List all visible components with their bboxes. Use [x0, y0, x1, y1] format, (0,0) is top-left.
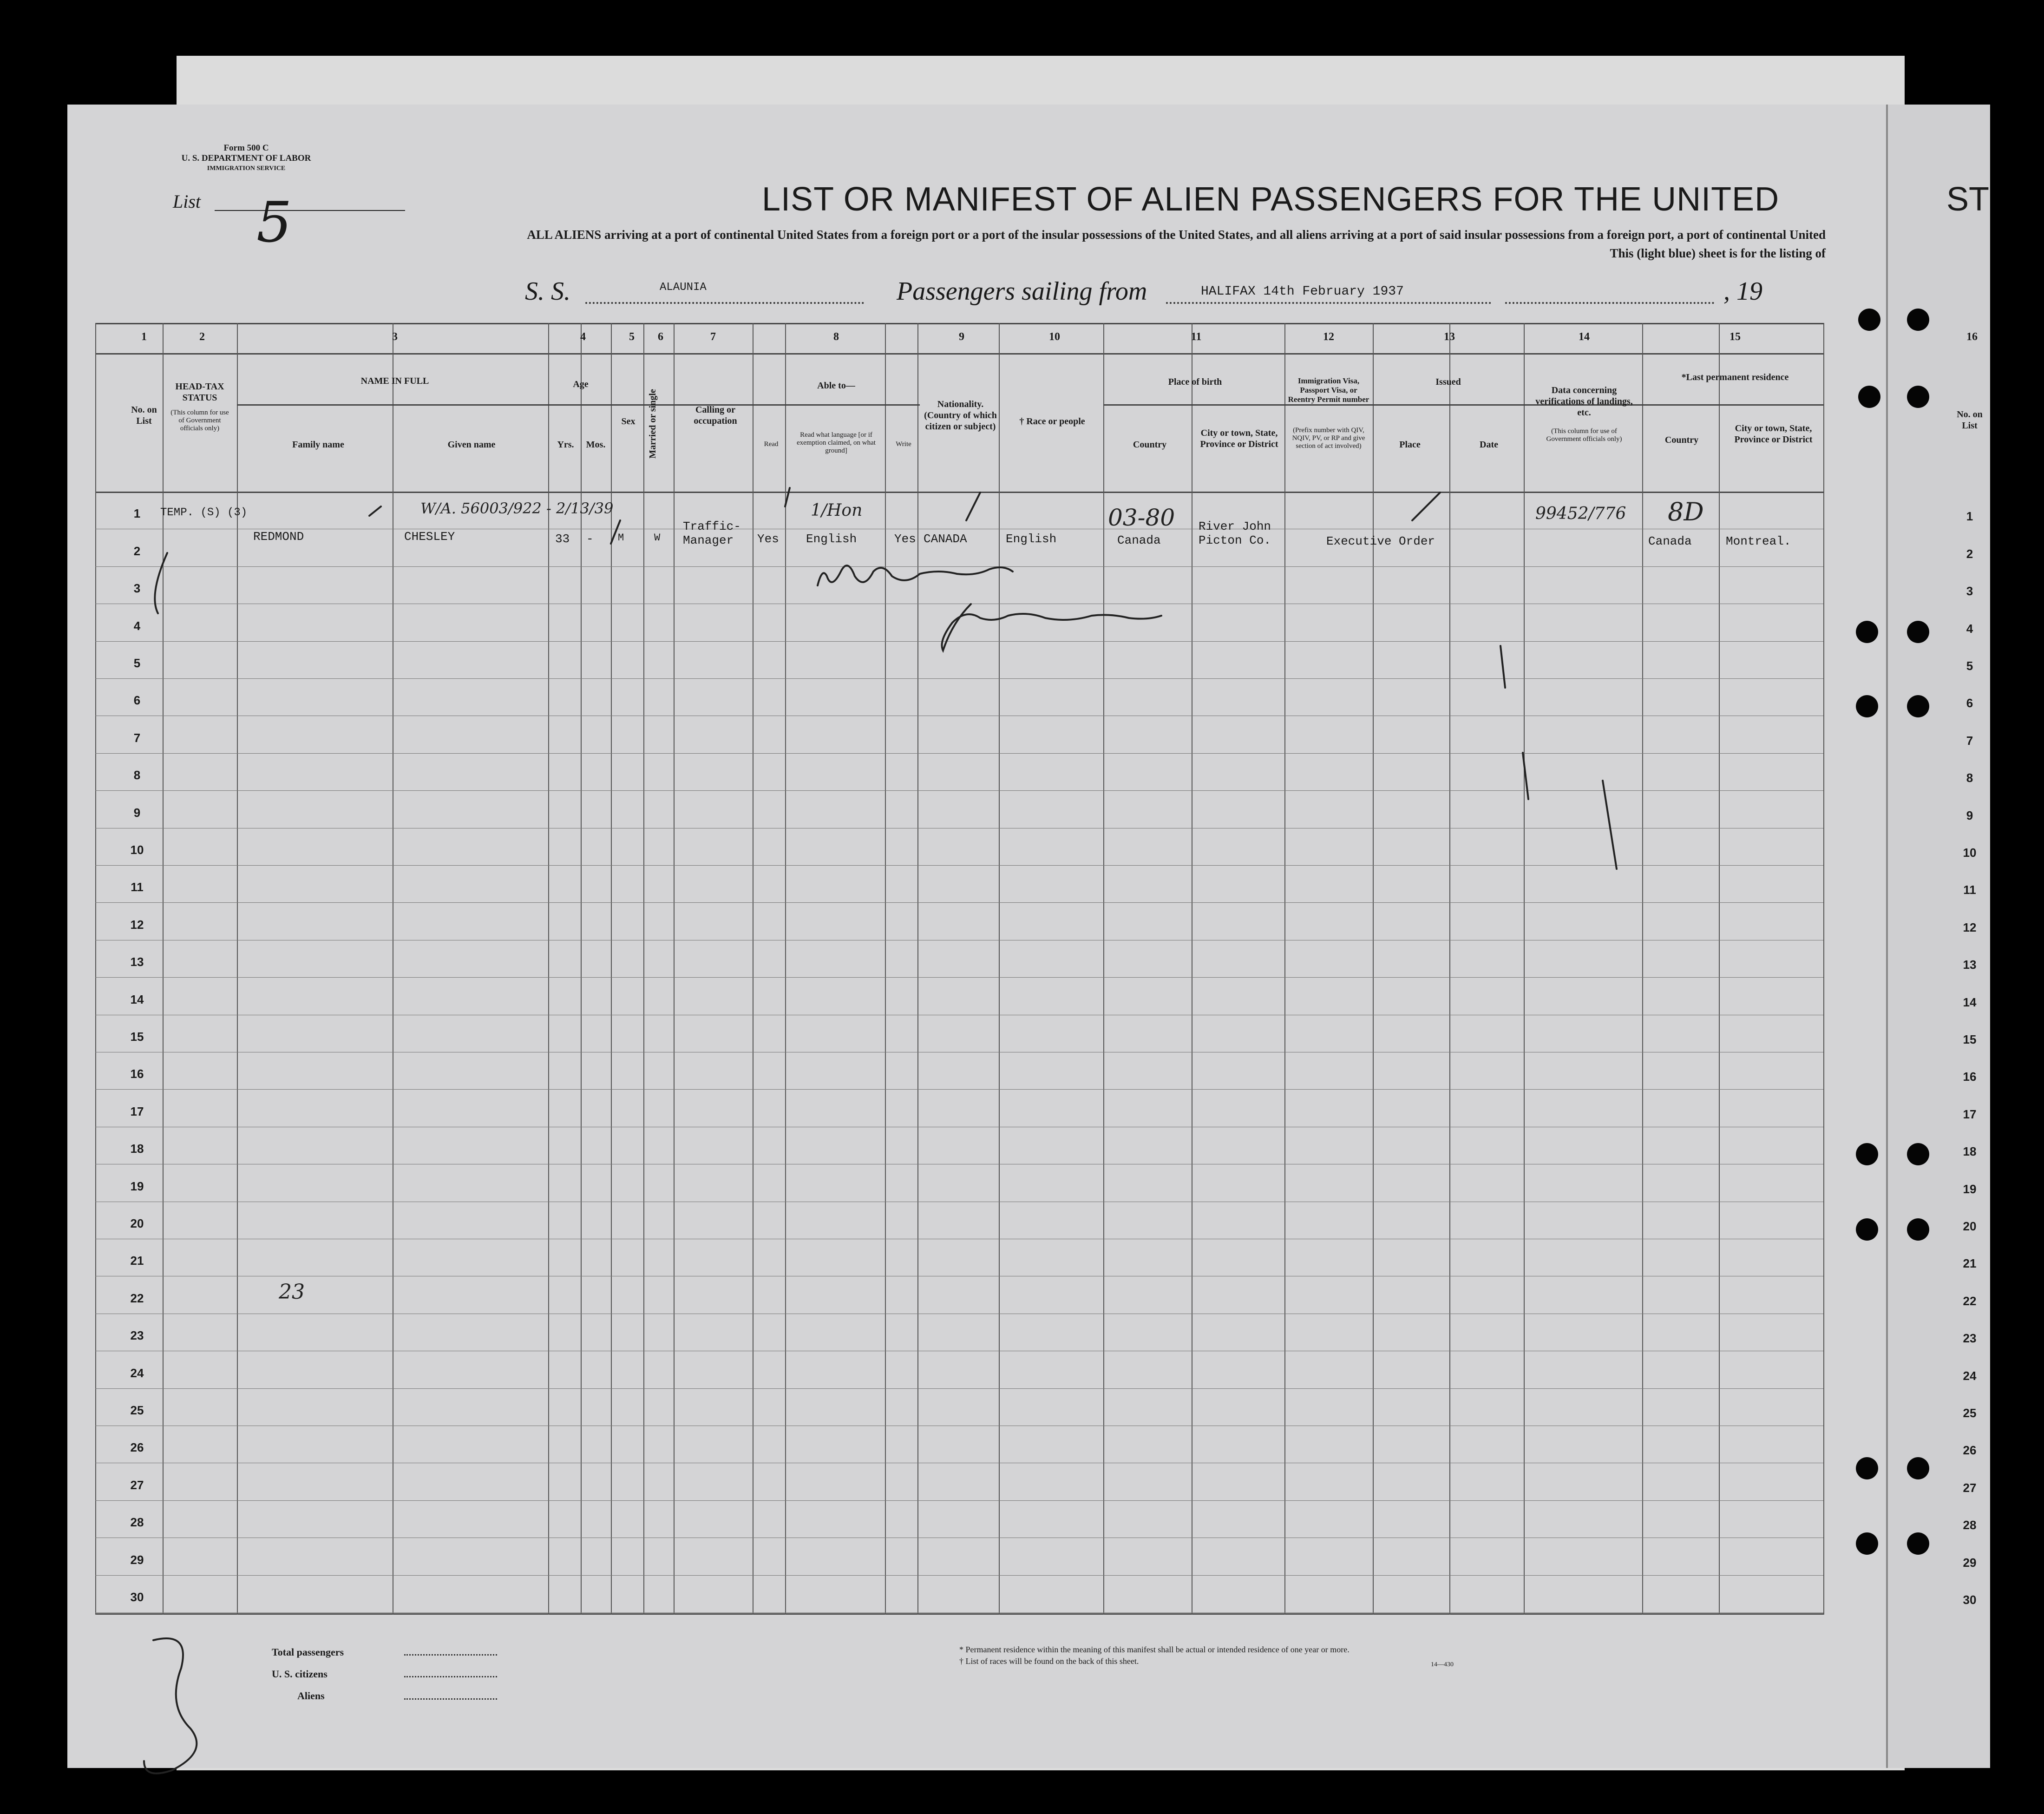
binding-hole: [1856, 1218, 1878, 1241]
entry-sex: M: [618, 532, 624, 544]
entry-birth-city-2: Picton Co.: [1199, 533, 1271, 547]
margin-number: 23: [279, 1280, 305, 1304]
entry-married: W: [654, 532, 661, 544]
colnum-12: 12: [1323, 331, 1334, 343]
subtitle-line-1: ALL ALIENS arriving at a port of continental United States from a foreign port or a port of the insular possessions of the United States, and all aliens arriving at a port of said insular possessions from a foreign port, a port of continental United: [527, 228, 1826, 242]
row-number-right: 10: [1963, 846, 1977, 860]
header-sex: Sex: [621, 416, 635, 427]
row-number-right: 16: [1963, 1070, 1977, 1084]
entry-given-name: CHESLEY: [404, 530, 455, 544]
entry-age-years: 33: [555, 532, 570, 546]
footer-total-line: [404, 1654, 497, 1656]
row-number-right: 25: [1963, 1406, 1977, 1420]
department: U. S. DEPARTMENT OF LABOR: [181, 153, 311, 163]
row-number-right: 8: [1966, 771, 1973, 785]
row-number-right: 11: [1963, 883, 1976, 897]
header-issued: Issued: [1435, 377, 1461, 387]
row-number: 17: [130, 1104, 144, 1118]
binding-hole: [1907, 1218, 1929, 1241]
year-label: , 19: [1723, 277, 1762, 306]
row-number-right: 20: [1963, 1219, 1977, 1233]
entry-handwritten-language: 1/Hon: [811, 501, 863, 520]
form-code: 14—430: [1431, 1661, 1454, 1668]
colnum-6: 6: [658, 331, 663, 343]
row-number-right: 4: [1966, 622, 1973, 636]
header-mos: Mos.: [586, 440, 606, 450]
row-number-right: 22: [1963, 1294, 1977, 1308]
footer-citizens-label: U. S. citizens: [272, 1668, 328, 1680]
binding-hole: [1907, 621, 1929, 643]
colnum-8: 8: [833, 331, 839, 343]
row-number-right: 5: [1966, 659, 1973, 673]
row-number-right: 24: [1963, 1369, 1977, 1383]
header-data-note: (This column for use of Government officials only): [1546, 427, 1622, 443]
row-number: 11: [131, 880, 144, 894]
binding-hole: [1856, 1457, 1878, 1479]
colnum-10: 10: [1049, 331, 1060, 343]
row-number: 19: [130, 1179, 144, 1193]
row-number-right: 15: [1963, 1032, 1977, 1046]
header-family-name: Family name: [292, 440, 344, 450]
row-number-right: 21: [1963, 1256, 1977, 1270]
service: IMMIGRATION SERVICE: [207, 165, 286, 172]
header-issued-date: Date: [1480, 440, 1498, 450]
list-number: 5: [256, 191, 292, 255]
row-number: 21: [130, 1254, 144, 1268]
row-number-right: 13: [1963, 958, 1977, 972]
entry-occupation-1: Traffic-: [683, 519, 741, 533]
header-head-tax: HEAD-TAX STATUS: [175, 381, 224, 403]
header-visa-note: (Prefix number with QIV, NQIV, PV, or RP and give section of act involved): [1292, 427, 1365, 450]
row-number: 16: [130, 1067, 144, 1081]
binding-hole: [1858, 386, 1880, 408]
sailing-label: Passengers sailing from: [897, 277, 1147, 306]
footnote-residence: * Permanent residence within the meaning of this manifest shall be actual or intended residence of one year or more.: [959, 1645, 1350, 1654]
row-number-right: 23: [1963, 1331, 1977, 1345]
colnum-4: 4: [580, 331, 586, 343]
entry-nationality: CANADA: [924, 532, 967, 546]
row-number: 9: [133, 806, 141, 820]
row-number: 15: [130, 1030, 144, 1044]
entry-visa: Executive Order: [1326, 534, 1435, 548]
binding-hole: [1907, 695, 1929, 717]
header-no-on-list: No. on List: [131, 405, 157, 426]
entry-annotation: W/A. 56003/922 - 2/13/39: [420, 500, 614, 517]
entry-data-verification: 99452/776: [1535, 504, 1626, 523]
header-able-to: Able to—: [817, 381, 855, 391]
entry-handwritten-residence: 8D: [1668, 497, 1704, 526]
row-number-right: 30: [1963, 1593, 1977, 1607]
entry-family-name: REDMOND: [253, 530, 304, 544]
binding-hole: [1907, 309, 1929, 331]
row-number: 30: [130, 1590, 144, 1604]
entry-write: Yes: [894, 532, 916, 546]
row-number: 20: [130, 1216, 144, 1230]
row-number-right: 26: [1963, 1443, 1977, 1457]
footer-aliens-label: Aliens: [297, 1690, 325, 1702]
colnum-11: 11: [1191, 331, 1202, 343]
row-number-right: 1: [1966, 509, 1973, 523]
header-res-country: Country: [1664, 435, 1699, 445]
row-number-right: 9: [1966, 808, 1973, 822]
sailing-value: HALIFAX 14th February 1937: [1201, 284, 1404, 299]
row-number-right: 7: [1966, 734, 1973, 748]
row-number: 24: [130, 1366, 144, 1380]
header-last-residence: *Last permanent residence: [1681, 372, 1789, 382]
colnum-3: 3: [392, 331, 398, 343]
row-number: 26: [130, 1440, 144, 1454]
row-number: 6: [133, 693, 141, 707]
binding-hole: [1856, 1532, 1878, 1555]
header-head-tax-note: (This column for use of Government officials only): [170, 409, 229, 432]
header-read-language: Read what language [or if exemption claimed, on what ground]: [797, 431, 876, 454]
entry-birth-country: Canada: [1117, 533, 1161, 547]
row-number: 28: [130, 1515, 144, 1529]
row-number-right: 17: [1963, 1107, 1977, 1121]
row-number: 5: [133, 656, 141, 670]
footer-aliens-line: [404, 1698, 497, 1700]
colnum-5: 5: [629, 331, 635, 343]
header-age: Age: [573, 379, 589, 389]
colnum-2: 2: [199, 331, 205, 343]
row-number-right: 12: [1963, 920, 1977, 934]
header-no-on-list-right: No. on List: [1957, 409, 1983, 431]
row-number-right: 14: [1963, 995, 1977, 1009]
entry-read: Yes: [757, 532, 779, 546]
binding-hole: [1907, 386, 1929, 408]
entry-language: English: [806, 532, 857, 546]
row-number: 12: [130, 918, 144, 932]
header-nationality: Nationality. (Country of which citizen or subject): [924, 399, 997, 432]
row-number: 27: [130, 1478, 144, 1492]
header-pob-city: City or town, State, Province or District: [1200, 428, 1278, 449]
colnum-7: 7: [710, 331, 716, 343]
row-number: 25: [130, 1403, 144, 1417]
entry-handwritten-birth: 03-80: [1108, 504, 1175, 531]
entry-birth-city-1: River John: [1199, 519, 1271, 533]
footer-citizens-line: [404, 1676, 497, 1677]
entry-age-months: -: [586, 532, 594, 546]
manifest-title: LIST OR MANIFEST OF ALIEN PASSENGERS FOR THE UNITED: [762, 181, 1780, 218]
row-number: 29: [130, 1553, 144, 1567]
row-number: 7: [133, 731, 141, 745]
row-number-right: 6: [1966, 696, 1973, 710]
binding-hole: [1907, 1457, 1929, 1479]
row-number: 4: [133, 619, 141, 633]
subtitle-line-2: This (light blue) sheet is for the listing of: [1610, 246, 1826, 260]
colnum-9: 9: [959, 331, 964, 343]
header-given-name: Given name: [447, 440, 496, 450]
row-number: 18: [130, 1142, 144, 1156]
row-number: 13: [130, 955, 144, 969]
row-number: 10: [130, 843, 144, 857]
header-data-concerning: Data concerning verifications of landings, etc.: [1535, 385, 1633, 418]
binding-hole: [1858, 309, 1880, 331]
form-number: Form 500 C: [223, 143, 269, 153]
row-number: 1: [133, 506, 141, 520]
row-number-right: 3: [1966, 584, 1973, 598]
colnum-15: 15: [1730, 331, 1741, 343]
colnum-14: 14: [1579, 331, 1590, 343]
colnum-16: 16: [1966, 331, 1978, 343]
binding-hole: [1907, 1532, 1929, 1555]
binding-hole: [1856, 621, 1878, 643]
entry-race: English: [1006, 532, 1057, 546]
header-write: Write: [896, 440, 911, 448]
row-number: 8: [133, 768, 141, 782]
colnum-1: 1: [141, 331, 147, 343]
binding-hole: [1856, 1143, 1878, 1165]
binding-hole: [1856, 695, 1878, 717]
row-number-right: 28: [1963, 1518, 1977, 1532]
header-race: † Race or people: [1019, 416, 1085, 427]
header-pob-country: Country: [1133, 440, 1167, 450]
ship-name: ALAUNIA: [660, 281, 707, 294]
header-place-of-birth: Place of birth: [1168, 377, 1222, 387]
row-number: 22: [130, 1291, 144, 1305]
row-number: 23: [130, 1328, 144, 1342]
row-number: 2: [133, 544, 141, 558]
row-number-right: 18: [1963, 1144, 1977, 1158]
header-name-in-full: NAME IN FULL: [360, 376, 429, 386]
colnum-13: 13: [1444, 331, 1455, 343]
entry-res-city: Montreal.: [1726, 534, 1791, 548]
header-read: Read: [764, 440, 779, 448]
header-visa: Immigration Visa, Passport Visa, or Reentry Permit number: [1288, 376, 1369, 404]
row-number: 14: [130, 992, 144, 1006]
entry-occupation-2: Manager: [683, 533, 734, 547]
ss-label: S. S.: [525, 277, 570, 306]
row-number-right: 27: [1963, 1481, 1977, 1495]
row-number-right: 19: [1963, 1182, 1977, 1196]
footnote-races: † List of races will be found on the back of this sheet.: [959, 1656, 1139, 1666]
next-sheet-title: ST: [1946, 181, 1990, 218]
list-label: List: [173, 191, 201, 212]
header-res-city: City or town, State, Province or District: [1734, 423, 1813, 445]
entry-head-tax: TEMP. (S) (3): [160, 506, 248, 519]
header-yrs: Yrs.: [557, 440, 574, 450]
header-calling: Calling or occupation: [694, 405, 737, 426]
row-number-right: 29: [1963, 1556, 1977, 1570]
header-issued-place: Place: [1399, 440, 1421, 450]
binding-hole: [1907, 1143, 1929, 1165]
header-married: Married or single: [648, 389, 658, 459]
row-number: 3: [133, 581, 141, 595]
entry-res-country: Canada: [1648, 534, 1692, 548]
row-number-right: 2: [1966, 547, 1973, 561]
footer-total-label: Total passengers: [272, 1646, 344, 1658]
